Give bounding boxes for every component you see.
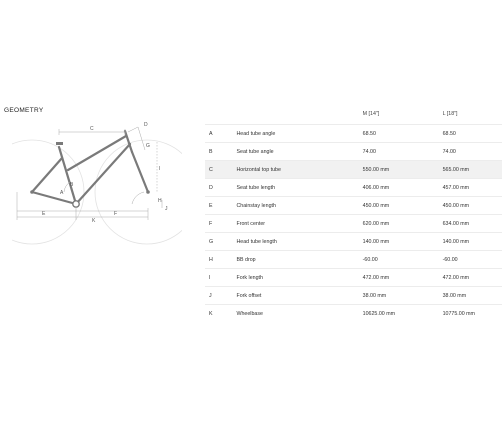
diagram-label-j: J	[165, 206, 168, 212]
row-value-l: 68.50	[443, 125, 502, 143]
diagram-label-a: A	[60, 190, 64, 196]
row-value-m: -60.00	[363, 251, 443, 269]
column-header-key	[205, 103, 236, 125]
front-wheel	[95, 140, 182, 244]
diagram-label-k: K	[92, 218, 96, 224]
row-value-m: 38.00 mm	[363, 287, 443, 305]
geometry-table	[205, 103, 502, 323]
column-header-size-m: M [14"]	[362, 110, 380, 117]
row-measure-name: Front center	[236, 215, 362, 233]
table-row	[205, 305, 502, 323]
table-row	[205, 251, 502, 269]
row-value-l: 38.00 mm	[443, 287, 502, 305]
row-value-m: 550.00 mm	[363, 161, 443, 179]
table-row	[205, 233, 502, 251]
geometry-table-body	[205, 125, 502, 323]
row-value-l: 450.00 mm	[443, 197, 502, 215]
table-row	[205, 125, 502, 143]
row-value-l: 634.00 mm	[443, 215, 502, 233]
diagram-label-i: I	[159, 166, 161, 172]
row-key: J	[205, 287, 236, 305]
table-row	[205, 179, 502, 197]
diagram-label-f: F	[114, 211, 118, 217]
row-measure-name: Head tube length	[236, 233, 362, 251]
diagram-label-d: D	[144, 122, 148, 128]
seatpost-cap	[56, 142, 63, 145]
row-measure-name: Chainstay length	[236, 197, 362, 215]
row-value-m: 10625.00 mm	[363, 305, 443, 323]
row-measure-name: Fork length	[236, 269, 362, 287]
column-header-measure	[236, 103, 362, 125]
column-header-size-l: L [18"]	[442, 110, 458, 117]
diagram-label-e: E	[42, 211, 46, 217]
row-key: F	[205, 215, 236, 233]
row-key: I	[205, 269, 236, 287]
row-measure-name: Fork offset	[236, 287, 362, 305]
row-value-l: 74.00	[443, 143, 502, 161]
table-row	[205, 161, 502, 179]
row-value-l: 472.00 mm	[443, 269, 502, 287]
bike-frame	[32, 131, 148, 204]
row-value-m: 472.00 mm	[363, 269, 443, 287]
row-measure-name: Horizontal top tube	[236, 161, 362, 179]
front-axle	[146, 190, 150, 194]
rear-axle	[30, 190, 34, 194]
row-value-l: 457.00 mm	[443, 179, 502, 197]
row-measure-name: Seat tube length	[236, 179, 362, 197]
row-measure-name: BB drop	[236, 251, 362, 269]
table-row	[205, 269, 502, 287]
table-header-row	[205, 103, 502, 125]
row-value-m: 68.50	[363, 125, 443, 143]
row-key: K	[205, 305, 236, 323]
page-title: GEOMETRY	[4, 107, 44, 114]
table-row	[205, 215, 502, 233]
row-measure-name: Head tube angle	[236, 125, 362, 143]
row-value-m: 406.00 mm	[363, 179, 443, 197]
row-key: A	[205, 125, 236, 143]
bike-geometry-diagram	[12, 122, 182, 252]
row-value-l: 565.00 mm	[443, 161, 502, 179]
row-value-m: 74.00	[363, 143, 443, 161]
row-key: E	[205, 197, 236, 215]
row-key: G	[205, 233, 236, 251]
row-value-l: -60.00	[443, 251, 502, 269]
row-key: C	[205, 161, 236, 179]
table-row	[205, 143, 502, 161]
row-value-l: 140.00 mm	[443, 233, 502, 251]
row-key: H	[205, 251, 236, 269]
table-row	[205, 287, 502, 305]
table-row	[205, 197, 502, 215]
row-key: B	[205, 143, 236, 161]
row-value-m: 140.00 mm	[363, 233, 443, 251]
diagram-label-c: C	[90, 126, 94, 132]
diagram-label-h: H	[158, 198, 162, 204]
row-value-m: 450.00 mm	[363, 197, 443, 215]
diagram-label-b: B	[70, 182, 74, 188]
row-measure-name: Wheelbase	[236, 305, 362, 323]
diagram-label-g: G	[146, 143, 150, 149]
row-key: D	[205, 179, 236, 197]
row-value-l: 10775.00 mm	[443, 305, 502, 323]
row-value-m: 620.00 mm	[363, 215, 443, 233]
row-measure-name: Seat tube angle	[236, 143, 362, 161]
